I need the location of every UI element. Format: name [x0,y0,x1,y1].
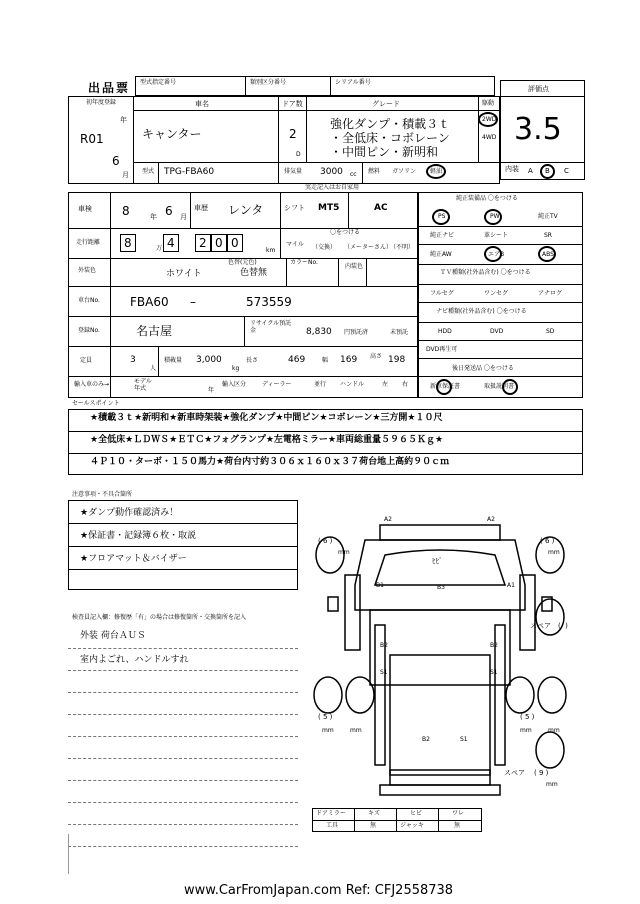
door-suffix: D [296,151,301,158]
doors-label: ドア数 [282,100,303,108]
diagram-bed [390,655,490,775]
rating-label: 評価点 [528,85,549,93]
later-manual: 取扱説明書 [484,383,515,390]
diagram-label-s1-right: S1 [490,669,498,676]
usage-value: レンタ [228,203,264,217]
diagram-label-a2-top: A2 [384,516,392,523]
spare-tire-2 [536,732,564,768]
diagram-label-s1-left: S1 [380,669,388,676]
header-code-row [135,76,495,96]
diagram-label-b2-left: B2 [380,642,388,649]
inspection-label: 車検 [78,205,92,213]
color-no-label: カラーNo. [290,259,318,266]
later-label: 後日発送品 〇をつける [452,365,514,372]
legend-jack: ジャッキ [400,822,424,829]
diagram-label-a1: A1 [507,582,515,589]
handle-label: ハンドル [340,381,365,388]
width-label: 幅 [322,357,329,364]
inspection-month: 6 [165,204,173,218]
tire-fl-depth: ( 6 ) [318,537,333,545]
rating-value: 3.5 [514,112,562,147]
drive-2wd: 2WD [482,116,497,123]
diagram-bottom-frame [390,770,490,785]
navi-sd: SD [546,328,555,335]
tire-rl-depth: ( 5 ) [318,713,333,721]
width-value: 169 [340,355,358,365]
dealer-option: ディーラー [262,381,292,388]
option-sr: SR [544,232,552,239]
legend-jack-value: 無 [454,822,461,829]
inspection-month-unit: 月 [180,213,187,221]
navi-label: ナビ種類(社外品含む) 〇をつける [436,308,527,315]
option-aw: 純正AW [430,251,452,258]
tire-rr2-mm: mm [548,727,560,734]
mileage-digit-2: 4 [167,236,175,250]
footer-ref: www.CarFromJapan.com Ref: CFJ2558738 [184,883,454,898]
legend-header-scratch: キズ [368,810,380,817]
grade-line3: ・中間ピン・新明和 [330,145,439,159]
diagram-label-a2-right: A2 [487,516,495,523]
length-label: 長さ [246,357,259,364]
tire-rr-depth: ( 5 ) [520,713,535,721]
option-tv: 純正TV [538,213,558,220]
option-pw-circle [484,209,502,225]
navi-hdd: HDD [438,328,452,335]
mileage-digit-5: 0 [231,236,239,250]
capacity-value: 3 [130,355,136,365]
navi-dvd: DVD [490,328,504,335]
height-value: 198 [388,355,406,365]
fuel-diesel: 軽油 [430,168,443,175]
swap-label: （交換） [312,244,337,251]
legend-tools: 工具 [326,822,339,829]
mileage-label: 走行距離 [76,239,101,246]
drive-4wd: 4WD [482,134,497,141]
import-label: 輸入車のみ→ [74,381,110,388]
sales-label: セールスポイント [72,400,120,407]
tire-rl2-mm: mm [350,727,362,734]
grade-line2: ・全低床・コボレーン [330,131,450,145]
spare2-mm: mm [546,781,558,788]
diagram-windshield [375,550,505,585]
drive-label: 駆動 [482,100,495,107]
diagram-bumper [380,785,500,795]
model-year-unit: 年 [208,387,215,394]
tv-label: ＴＶ種類(社外品含む) 〇をつける [440,269,531,276]
tire-rl-mm: mm [322,727,334,734]
spare2-label: スペア [504,769,525,777]
inspection-line-1: 外装 荷台ＡＵＳ [80,631,146,641]
month-unit: 月 [122,171,129,179]
name-label: 車名 [195,100,209,108]
option-abs: ABS [542,251,554,258]
sales-line-2: ★全低床★ＬＤＷＳ★ＥＴＣ★フォグランプ★左電格ミラー★車両総重量５９６５Ｋｇ★ [90,435,444,445]
fuel-gas: ガソリン [392,168,417,175]
inspection-line-2: 室内よごれ、ハンドルすれ [80,655,189,665]
diagram-cab-rear [370,610,510,685]
diagram-right-door [520,575,535,650]
interior-color-label: 内装色 [345,263,364,270]
recycle-unit: 円預託済 [344,329,369,336]
option-leather: 革シート [484,232,509,239]
later-warranty: 新車保証書 [430,383,461,390]
spare1-label: スペア [530,622,551,630]
dvd-playable: DVD再生可 [426,346,458,353]
year-unit: 年 [120,116,127,124]
mileage-man: 万 [156,245,163,252]
inspection-year: 8 [122,204,130,218]
option-navi: 純正ナビ [430,232,455,239]
diagram-label-b2-right: B2 [490,642,498,649]
spare2-depth: ( 9 ) [534,769,549,777]
options-label: 純正装備品 〇をつける [456,195,518,202]
legend-header-crack: ヒビ [410,810,423,817]
first-reg-label: 初年度登録 [86,99,117,106]
grade-line1: 強化ダンプ・積載３ｔ [330,117,451,131]
model-code-label: 型式指定番号 [140,79,177,86]
self-use-note: 実走記入はお自家用 [305,184,360,191]
ac-value: AC [374,203,388,213]
capacity-label: 定員 [80,357,93,364]
form-title: 出品票 [88,81,131,95]
left-option: 左 [382,381,389,388]
recycle-value: 8,830 [306,327,332,337]
shift-value: MT5 [318,203,340,213]
type-value: TPG-FBA60 [164,167,215,177]
tire-rear-left-inner [346,677,374,713]
cc-unit: cc [350,171,357,178]
serial-label: シリアル番号 [335,79,371,86]
tire-fr-depth: ( 6 ) [540,537,555,545]
diagram-label-b2-bottom: B2 [422,736,430,743]
notes-label: 注意事項・不具合箇所 [72,491,133,498]
displacement-value: 3000 [320,167,343,177]
vehicle-name: キャンター [142,127,202,141]
mileage-digit-3: 2 [199,236,207,250]
first-reg-month: 6 [112,154,120,168]
diagram-label-s1-bottom: S1 [460,736,468,743]
color-value: ホワイト [166,269,202,279]
mileage-digit-4: 0 [215,236,223,250]
fuel-diesel-circle [426,164,446,179]
option-ps: PS [438,213,446,220]
note-item-1: ★ダンプ動作確認済み！ [80,508,179,518]
color-change: 色替無 [240,268,268,278]
chassis-dash: – [190,295,196,309]
grade-label: グレード [372,100,400,108]
option-airbag: エアB [488,251,505,258]
sales-line-1: ★積載３ｔ★新明和★新車時架装★強化ダンプ★中間ピン★コボレーン★三方開★１０尺 [90,413,443,423]
interior-b: B [545,167,550,175]
interior-label: 内装 [505,165,519,173]
tv-analog: アナログ [538,290,563,297]
model-year-label: モデル年式 [134,378,152,393]
legend-header-mirror: ドアミラー [316,810,346,817]
tire-rear-right-outer [538,677,566,713]
color-label: 外装色 [78,267,97,274]
sales-line-3: ４Ｐ１０・ターボ・１５０馬力★荷台内寸約３０６ｘ１６０ｘ３７荷台地上高約９０ｃｍ [90,457,450,467]
type-label: 型式 [142,168,155,175]
miles-label: マイル [286,241,304,248]
recycle-label: リサイクル預託金 [250,320,292,335]
option-airbag-circle [484,246,505,262]
mileage-digit-1: 8 [124,236,132,250]
interior-b-circle [540,164,555,179]
diagram-label-b1: B1 [376,582,384,589]
tire-rear-left-outer [314,677,342,713]
drive-2wd-circle [478,112,498,127]
fuel-label: 燃料 [368,168,381,175]
diagram-left-door [345,575,360,650]
inspection-year-unit: 年 [150,213,157,221]
diagram-label-hibi: ﾋﾋﾞ [432,557,443,565]
load-label: 積載量 [164,357,183,364]
color-original-label: 色替(元色) [228,259,257,266]
meter-label: （メーターさん） [344,244,393,251]
displacement-label: 排気量 [284,168,303,175]
interior-a: A [528,167,533,175]
diagram-top-frame [380,525,500,540]
recycle-unpaid: 未預託 [390,329,409,336]
reg-value: 名古屋 [136,324,173,338]
parallel-option: 並行 [314,381,327,388]
chassis-label: 車台No. [78,297,100,304]
import-type-label: 輸入区分 [222,381,247,388]
length-value: 469 [288,355,306,365]
usage-label: 車歴 [194,204,208,212]
legend-tools-value: 無 [370,822,377,829]
option-abs-circle [538,246,556,262]
legend-header-break: ワレ [452,810,465,817]
doors-value: 2 [289,127,297,141]
tire-rear-right-inner [506,677,534,713]
tire-rr-mm: mm [520,727,532,734]
note-item-2: ★保証書・記録簿６枚・取説 [80,531,197,541]
chassis-model: FBA60 [130,295,169,309]
tire-fl-mm: mm [338,549,350,556]
unknown-label: （不明） [390,244,415,251]
spare1-depth: ( ) [558,622,568,630]
later-warranty-circle [436,379,452,395]
category-label: 類別区分番号 [250,79,287,86]
capacity-unit: 人 [150,365,157,372]
reg-label: 登録No. [78,327,100,334]
inspection-note-label: 検査員記入欄：修復歴「有」の場合は修復箇所・交換箇所を記入 [72,614,247,621]
shift-label: シフト [284,204,305,212]
first-reg-era: R01 [80,132,104,146]
interior-c: C [564,167,569,175]
tv-fullseg: フルセグ [430,290,454,297]
right-option: 右 [402,381,409,388]
option-pw: PW [490,213,500,220]
mileage-km: km [266,247,276,254]
details-table [68,192,418,398]
tv-oneseg: ワンセグ [484,290,509,297]
diagram-label-b3: B3 [437,584,445,591]
diagram-left-mirror [328,597,338,611]
load-kg: kg [232,365,240,372]
chassis-number: 573559 [246,295,292,309]
note-item-3: ★フロアマット＆バイザー [80,554,187,564]
later-manual-circle [502,379,518,395]
height-label: 高さ [370,353,383,360]
circle-note: 〇をつける [330,229,361,236]
option-ps-circle [432,209,450,225]
tire-fr-mm: mm [548,549,560,556]
load-value: 3,000 [196,355,222,365]
